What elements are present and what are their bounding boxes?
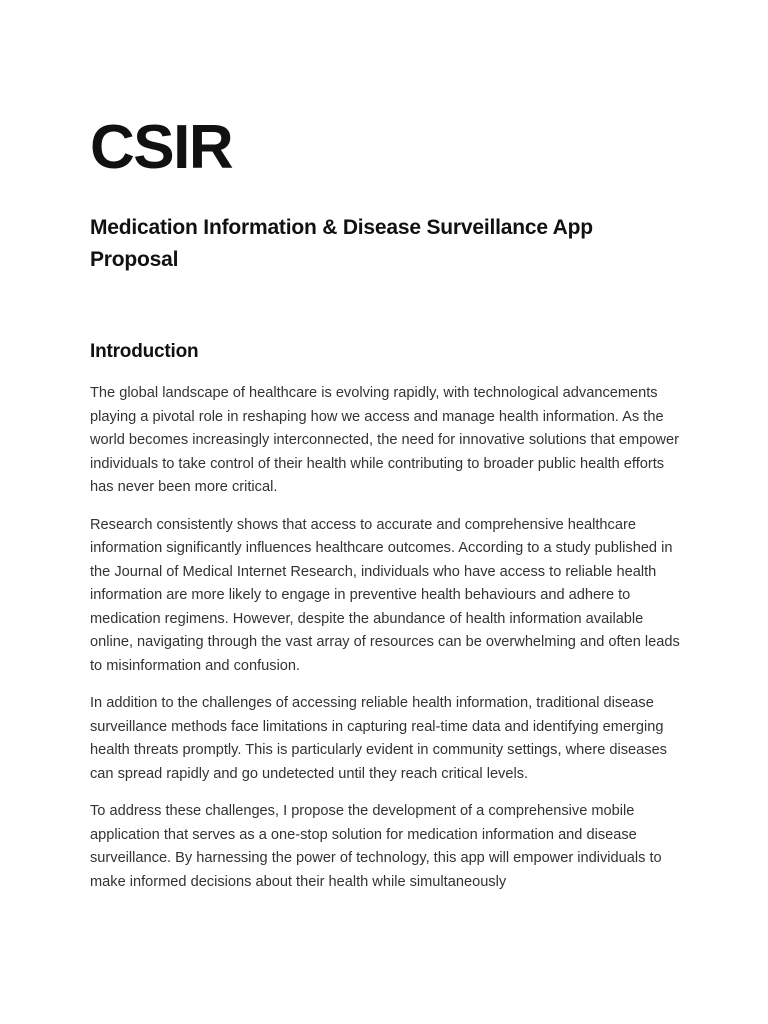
paragraph-1: The global landscape of healthcare is evolving rapidly, with technological advancements playing a pivotal role in reshaping how we access and manage health information. As the world becomes increasingly interconnected, the need for innovative solutions that empower individuals to take control of their health while contributing to broader public health efforts has never been more critical.	[90, 385, 679, 495]
section-heading-introduction: Introduction	[90, 341, 199, 362]
paragraph-2: Research consistently shows that access to accurate and comprehensive healthcare information significantly influences healthcare outcomes. According to a study published in the Journal of Medical Internet Research, individuals who have access to reliable health information are more likely to engage in preventive health behaviours and adhere to medication regimens. However, despite the abundance of health information available online, navigating through the vast array of resources can be overwhelming and often leads to misinformation and confusion.	[90, 516, 680, 674]
organization-title: CSIR	[90, 113, 233, 182]
document-title: Medication Information & Disease Surveillance App Proposal	[90, 216, 593, 271]
document-page	[90, 112, 682, 894]
paragraph-3: In addition to the challenges of accessing reliable health information, traditional disease surveillance methods face limitations in capturing real-time data and identifying emerging health threats promptly. This is particularly evident in community settings, where diseases can spread rapidly and go undetected until they reach critical levels.	[90, 695, 667, 782]
paragraph-4: To address these challenges, I propose the development of a comprehensive mobile application that serves as a one-stop solution for medication information and disease surveillance. By harnessing the power of technology, this app will empower individuals to make informed decisions about their health while simultaneously	[90, 803, 662, 890]
